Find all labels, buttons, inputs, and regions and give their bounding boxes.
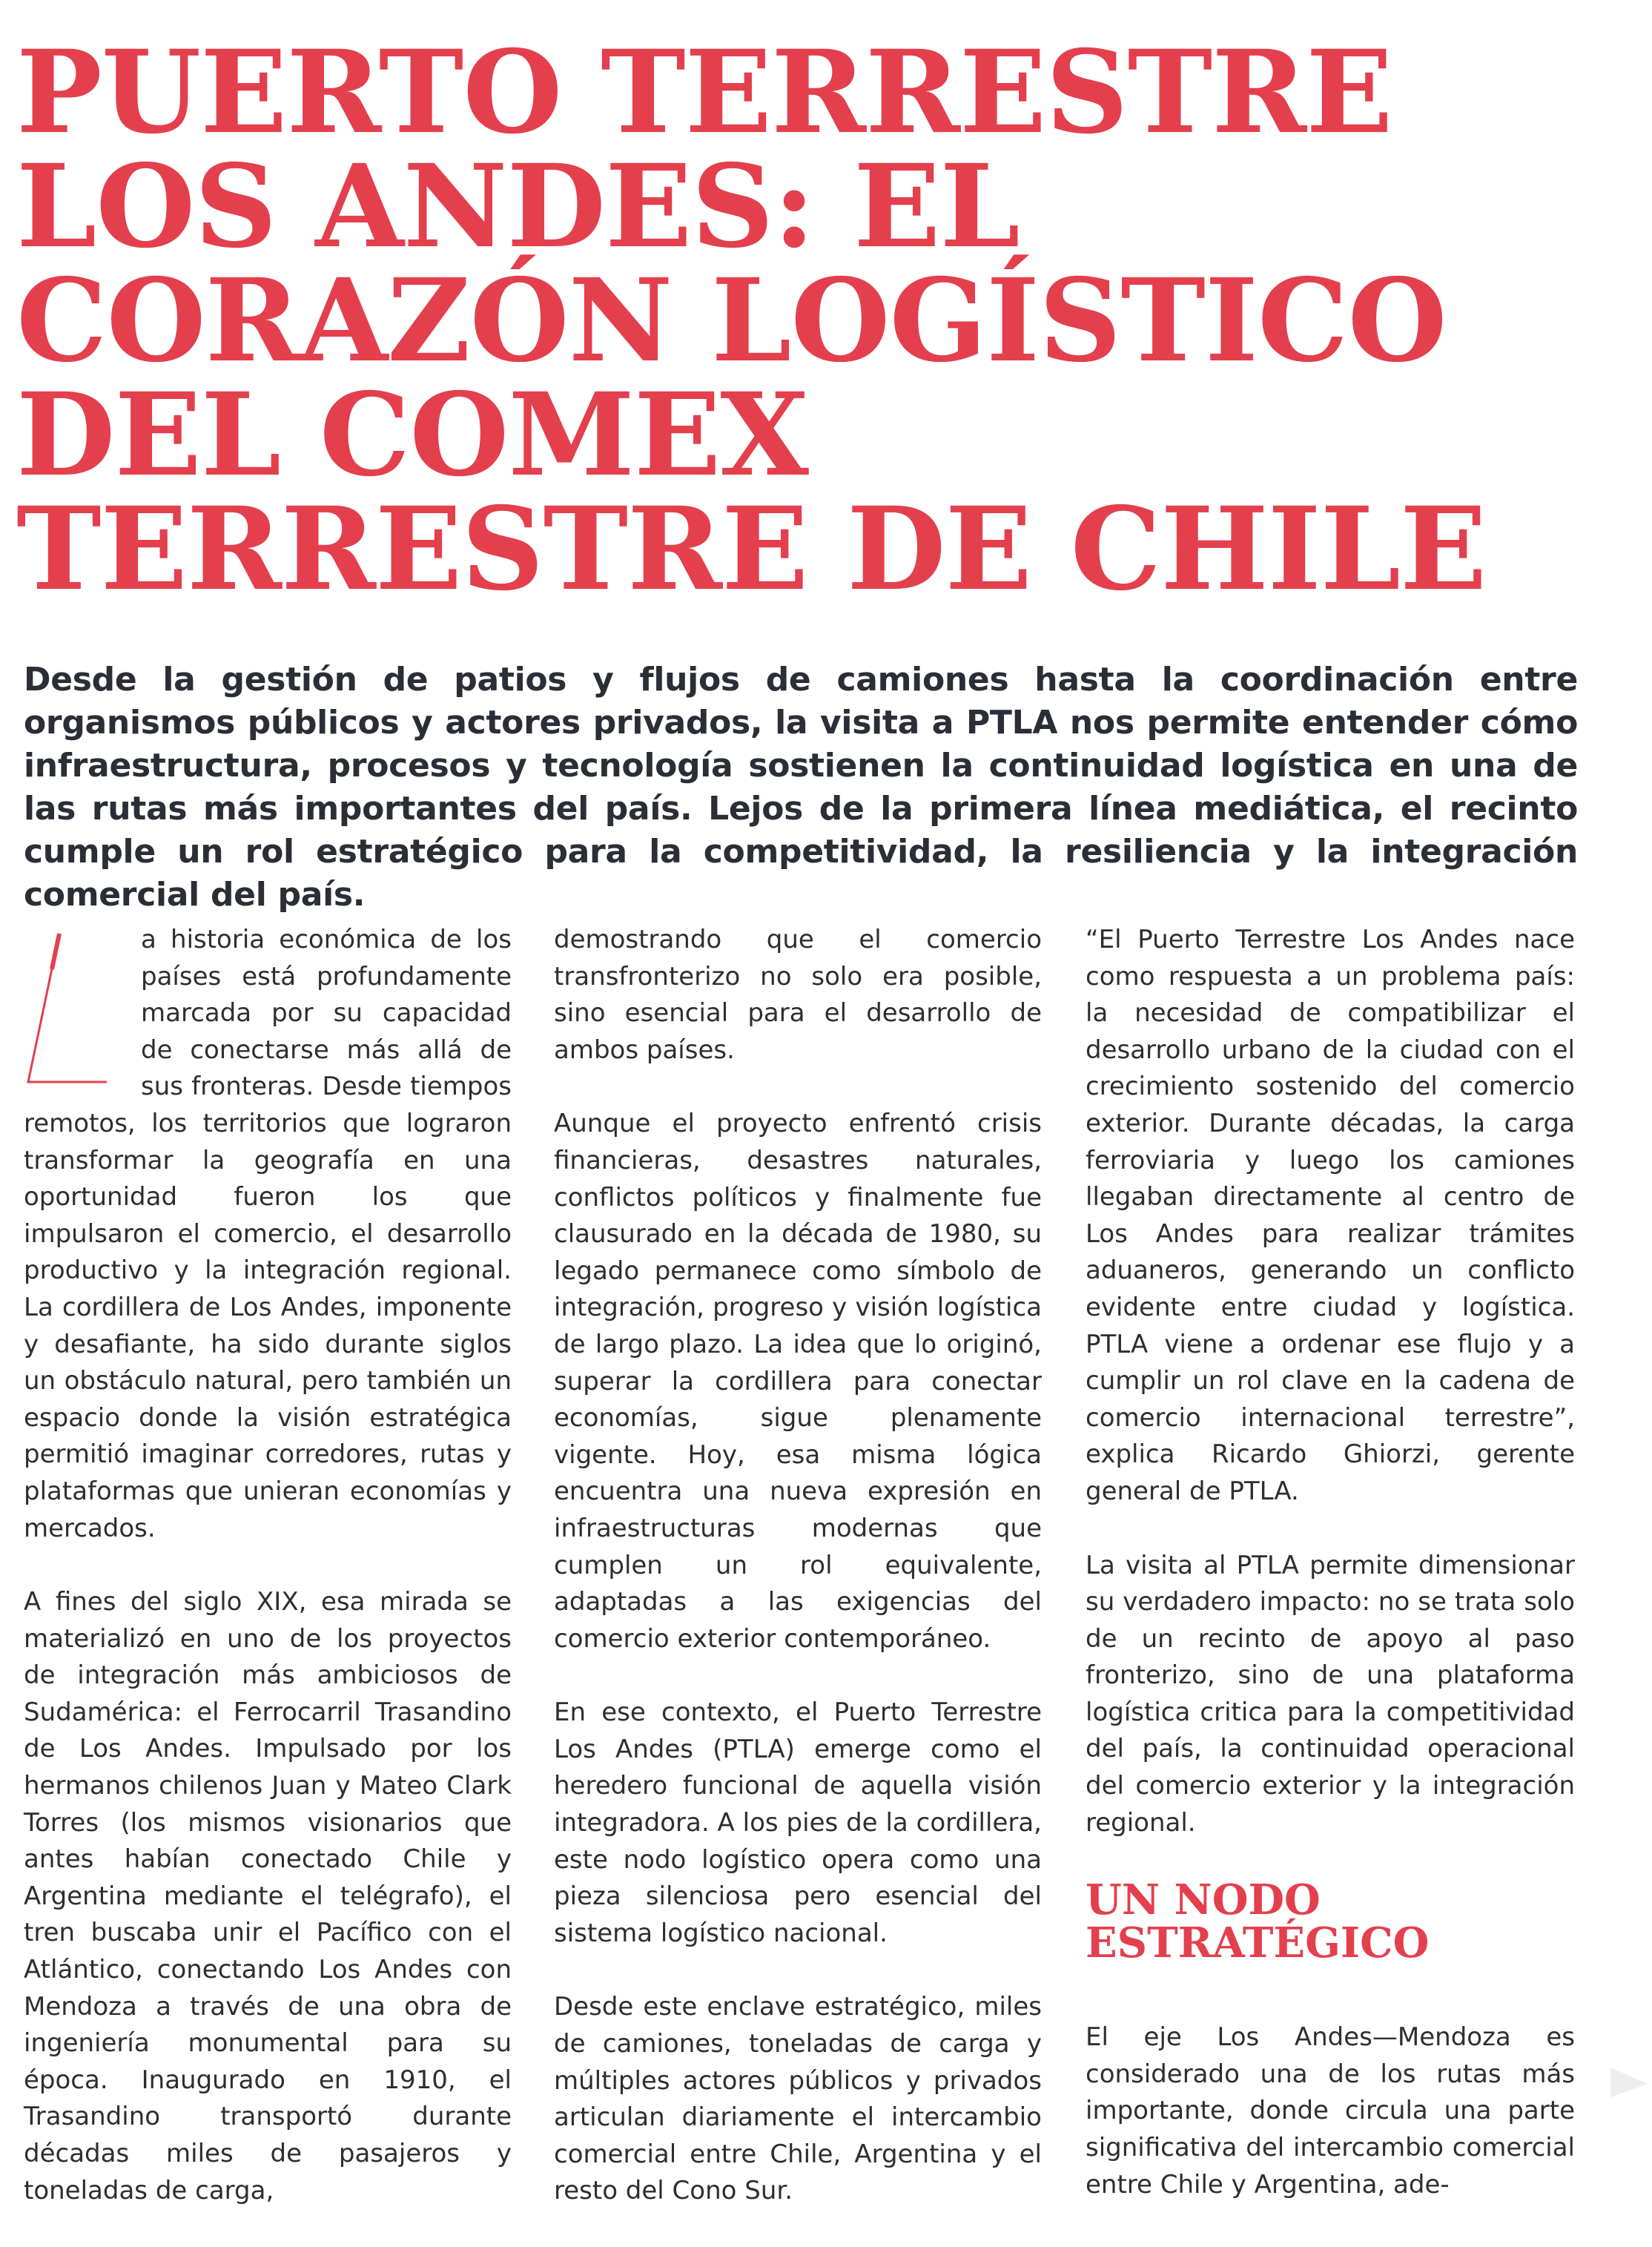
section-heading	[1086, 1875, 1575, 1968]
drop-cap-letter	[24, 925, 135, 1088]
article-title	[16, 25, 1640, 616]
column-2	[554, 922, 1042, 2247]
heading-line: ESTRATÉGICO	[1086, 1918, 1430, 1968]
article-lead: Desde la gestión de patios y flujos de camiones hasta la coordinación entre organismos públicos y actores privados, la visita a PTLA nos permite entender cómo infraestructura, procesos y tecnología sostienen la continuidad logística en una de las rutas más importantes del país. Lejos de la primera línea mediática, el recinto cumple un rol estratégico para la competitividad, la resiliencia y la integración comercial del país.	[24, 661, 1578, 914]
page-corner-arrow-icon	[1600, 2053, 1652, 2097]
paragraph: Desde este enclave estratégico, miles de camiones, toneladas de carga y múltiples actores públicos y privados articulan diariamente el intercambio comercial entre Chile, Argentina y el resto del Cono Sur.	[554, 1992, 1042, 2206]
drop-cap	[24, 922, 141, 1088]
paragraph: demostrando que el comercio transfronterizo no solo era posible, sino esencial para el desarrollo de ambos países.	[554, 925, 1042, 1065]
paragraph: El eje Los Andes—Mendoza es considerado una de los rutas más importante, donde circula una parte significativa del intercambio comercial entre Chile y Argentina, ade-	[1086, 2022, 1575, 2200]
paragraph: En ese contexto, el Puerto Terrestre Los Andes (PTLA) emerge como el heredero funcional de aquella visión integradora. A los pies de la cordillera, este nodo logístico opera como una pieza silenciosa pero esencial del sistema logístico nacional.	[554, 1697, 1042, 1948]
title-line: PUERTO TERRESTRE	[16, 25, 1392, 159]
column-1	[24, 922, 512, 2246]
title-line: CORAZÓN LOGÍSTICO	[16, 254, 1447, 388]
paragraph: La visita al PTLA permite dimensionar su verdadero impacto: no se trata solo de un recinto de apoyo al paso fronterizo, sino de una plataforma logística critica para la competitividad del país, la continuidad operacional del comercio exterior y la integración regional.	[1086, 1550, 1575, 1838]
paragraph: “El Puerto Terrestre Los Andes nace como respuesta a un problema país: la necesidad de compatibilizar el desarrollo urbano de la ciudad con el crecimiento sostenido del comercio exterior. Durante décadas, la carga ferroviaria y luego los camiones llegaban directamente al centro de Los Andes para realizar trámites aduaneros, generando un conflicto evidente entre ciudad y logística. PTLA viene a ordenar ese flujo y a cumplir un rol clave en la cadena de comercio internacional terrestre”, explica Ricardo Ghiorzi, gerente general de PTLA.	[1086, 925, 1575, 1506]
paragraph: a historia económica de los países está profundamente marcada por su capacidad de conectarse más allá de sus fronteras. Desde tiempos remotos, los territorios que lograron transformar la geografía en una oportunidad fueron los que impulsaron el comercio, el desarrollo productivo y la integración regional. La cordillera de Los Andes, imponente y desafiante, ha sido durante siglos un obstáculo natural, pero también un espacio donde la visión estratégica permitió imaginar corredores, rutas y plataformas que unieran economías y mercados.	[24, 925, 512, 1543]
title-line: LOS ANDES: EL	[16, 139, 1020, 274]
paragraph: A fines del siglo XIX, esa mirada se materializó en uno de los proyectos de integración más ambiciosos de Sudamérica: el Ferrocarril Trasandino de Los Andes. Impulsado por los hermanos chilenos Juan y Mateo Clark Torres (los mismos visionarios que antes habían conectado Chile y Argentina mediante el telégrafo), el tren buscaba unir el Pacífico con el Atlántico, conectando Los Andes con Mendoza a través de una obra de ingeniería monumental para su época. Inaugurado en 1910, el Trasandino transportó durante décadas miles de pasajeros y toneladas de carga,	[24, 1587, 512, 2205]
title-line: DEL COMEX	[16, 368, 808, 502]
title-line: TERRESTRE DE CHILE	[16, 482, 1487, 616]
paragraph: Aunque el proyecto enfrentó crisis financieras, desastres naturales, conflictos políticos y finalmente fue clausurado en la década de 1980, su legado permanece como símbolo de integración, progreso y visión logística de largo plazo. La idea que lo originó, superar la cordillera para conectar economías, sigue plenamente vigente. Hoy, esa misma lógica encuentra una nueva expresión en infraestructuras modernas que cumplen un rol equivalente, adaptadas a las exigencias del comercio exterior contemporáneo.	[554, 1109, 1042, 1654]
heading-line: UN NODO	[1086, 1875, 1321, 1925]
column-3	[1086, 922, 1575, 2240]
